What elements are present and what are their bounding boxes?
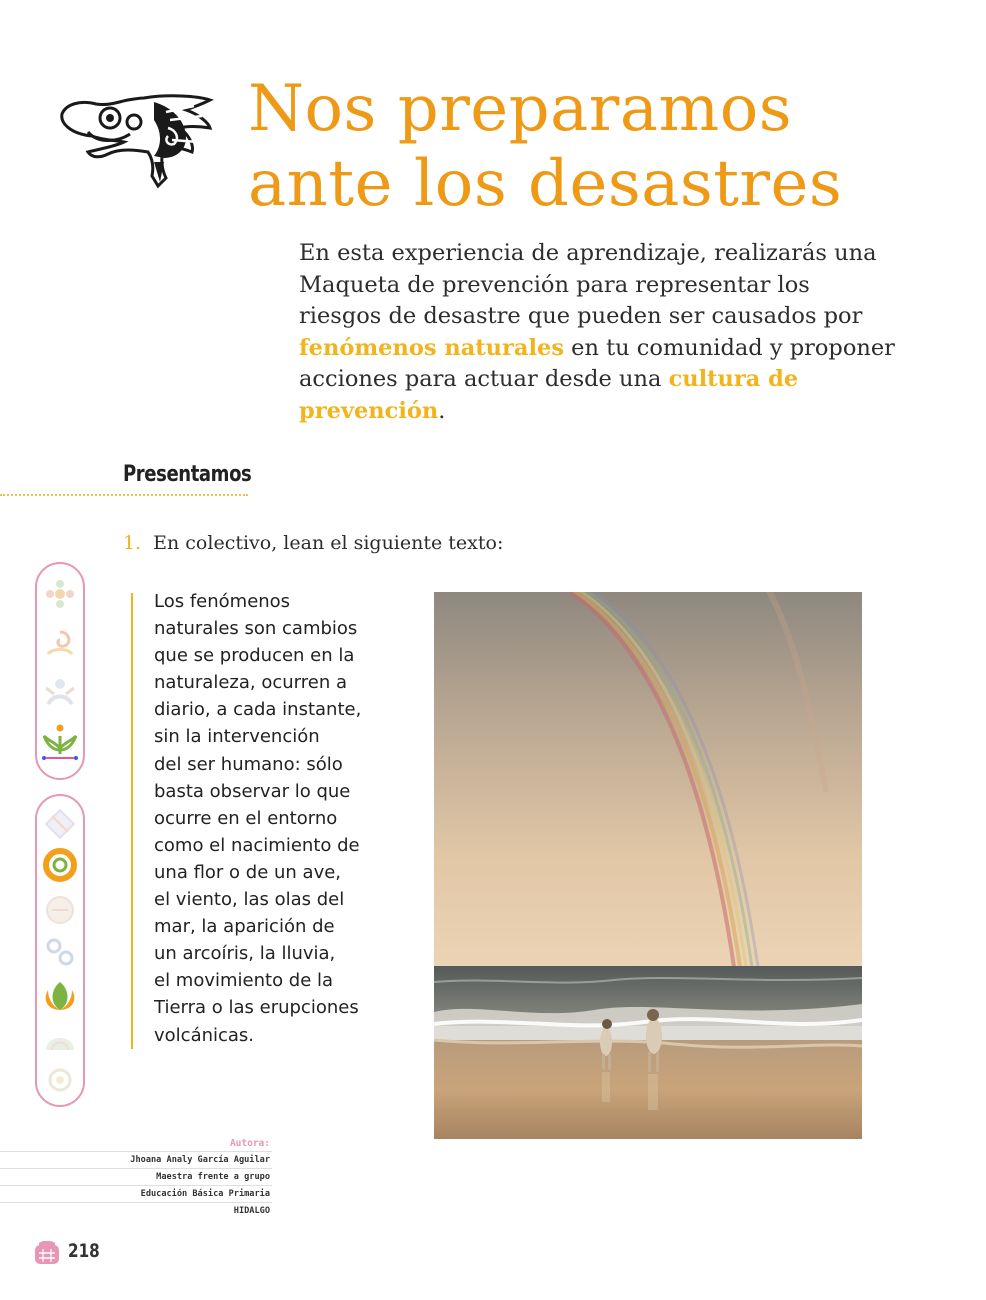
orange-ring-icon <box>41 846 79 884</box>
faded-diamond-icon <box>42 806 78 842</box>
reading-line: Tierra o las erupciones <box>154 997 359 1019</box>
ornament-glyph-icon <box>58 92 218 192</box>
side-icon-strip-2 <box>35 794 85 1107</box>
author-credits <box>0 1137 272 1219</box>
faded-dome-icon <box>42 1024 78 1054</box>
reading-line: que se producen en la <box>154 645 355 667</box>
faded-sun-icon <box>42 1062 78 1098</box>
author-role: Maestra frente a grupo <box>0 1168 272 1185</box>
reading-accent-bar <box>131 593 133 1049</box>
title-line-2: ante los desastres <box>248 147 843 221</box>
page-title <box>248 72 948 222</box>
faded-flower-icon <box>42 576 78 612</box>
sprout-icon <box>40 724 80 764</box>
reading-line: el viento, las olas del <box>154 889 345 911</box>
page-badge-icon <box>34 1241 60 1265</box>
faded-figure-icon <box>42 674 78 710</box>
reading-line: sin la intervención <box>154 726 320 748</box>
section-heading: Presentamos <box>123 462 252 487</box>
reading-line: naturales son cambios <box>154 618 358 640</box>
faded-circle-icon <box>42 892 78 928</box>
intro-highlight-1: fenómenos naturales <box>299 334 565 361</box>
intro-text-1: En esta experiencia de aprendizaje, realizarás una Maqueta de prevención para representar los riesgos de desastre que pueden ser causados por <box>299 240 877 330</box>
faded-spiral-icon <box>42 626 78 662</box>
intro-text-3: . <box>438 397 446 424</box>
reading-line: mar, la aparición de <box>154 916 335 938</box>
reading-line: Los fenómenos <box>154 591 291 612</box>
instruction-number: 1. <box>123 532 142 554</box>
side-icon-strip-1 <box>35 562 85 780</box>
reading-line: ocurre en el entorno <box>154 807 338 829</box>
reading-line: del ser humano: sólo <box>154 753 343 775</box>
instruction-text: En colectivo, lean el siguiente texto: <box>153 532 504 554</box>
reading-line: diario, a cada instante, <box>154 699 362 721</box>
reading-line: el movimiento de la <box>154 970 334 992</box>
reading-line: un arcoíris, la lluvia, <box>154 943 336 965</box>
reading-line: basta observar lo que <box>154 780 351 802</box>
reading-text <box>154 588 414 1049</box>
instruction <box>123 532 503 554</box>
page-number: 218 <box>68 1240 100 1262</box>
lotus-icon <box>40 976 80 1016</box>
section-divider <box>0 494 248 496</box>
intro-highlight-2: cultura de prevención <box>299 366 799 424</box>
reading-line: como el nacimiento de <box>154 834 360 856</box>
faded-links-icon <box>42 934 78 970</box>
reading-line: una flor o de un ave, <box>154 861 342 883</box>
author-name: Jhoana Analy García Aguilar <box>0 1151 272 1168</box>
intro-paragraph <box>299 238 899 428</box>
reading-line: volcánicas. <box>154 1024 255 1046</box>
author-label: Autora: <box>229 1138 270 1149</box>
reading-line: naturaleza, ocurren a <box>154 672 347 694</box>
intro-text-2: en tu comunidad y proponer acciones para actuar desde una <box>299 334 895 393</box>
rainbow-beach-photo <box>434 592 862 1139</box>
title-line-1: Nos preparamos <box>248 72 793 146</box>
author-level: Educación Básica Primaria <box>0 1185 272 1202</box>
author-state: HIDALGO <box>0 1202 272 1219</box>
